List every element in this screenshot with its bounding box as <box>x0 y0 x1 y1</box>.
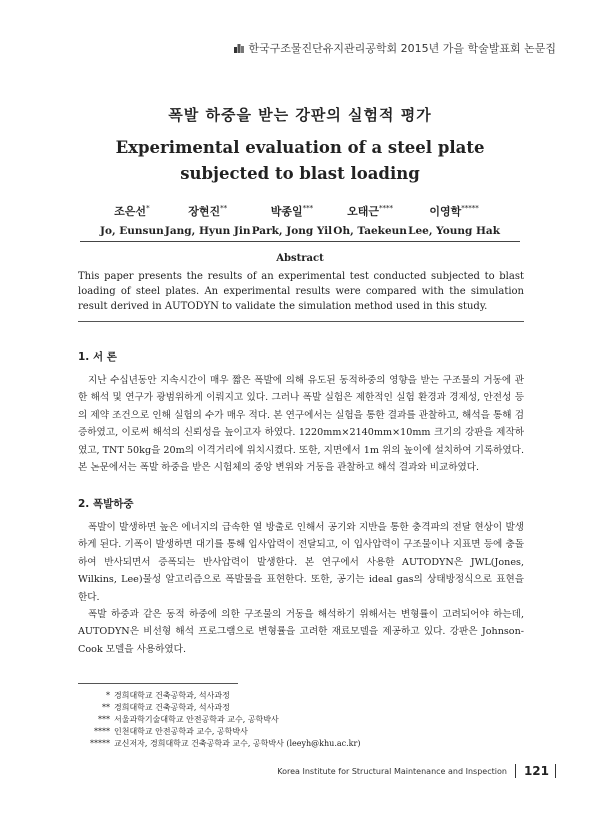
author-5 <box>408 203 500 237</box>
affiliation-mark: ** <box>220 204 228 213</box>
abstract-heading: Abstract <box>276 253 324 264</box>
affiliation-mark: ***** <box>461 204 479 213</box>
author-name-ko: 장현진 <box>188 205 221 218</box>
author-name-ko: 조은선 <box>114 205 147 218</box>
divider <box>80 241 520 242</box>
footer-organization: Korea Institute for Structural Maintenance and Inspection <box>277 766 507 776</box>
footnote-text: 교신저자, 경희대학교 건축공학과 교수, 공학박사 (leeyh@khu.ac.kr) <box>114 739 361 748</box>
section-heading: 1. 서 론 <box>78 351 117 363</box>
section-heading: 2. 폭발하중 <box>78 498 134 510</box>
running-header <box>234 40 556 56</box>
section-blast-load <box>78 496 524 658</box>
page-footer <box>277 764 556 778</box>
author-name-en: Oh, Taekeun <box>333 225 407 237</box>
author-3 <box>252 203 332 237</box>
page-number: 121 <box>515 764 556 778</box>
section-introduction <box>78 349 524 476</box>
author-2 <box>165 203 251 237</box>
footnote <box>78 714 524 726</box>
author-1 <box>100 203 164 237</box>
paragraph: 지난 수십년동안 지속시간이 매우 짧은 폭발에 의해 유도된 동적하중의 영향을 받는 구조물의 거동에 관한 해석 및 연구가 광범위하게 이뤄지고 있다. 그러나 폭발 실험은 제한적인 실험 환경과 경제성, 안전성 등의 제약 조건으로 인해 실험의 수가 매우 적다. 본 연구에서는 실험을 통한 결과를 관찰하고, 해석을 통해 검증하였고, 이로써 해석의 신뢰성을 높이고자 하였다. 1220mm×2140mm×10mm 크기의 강판을 제작하였고, TNT 50kg을 20m의 이격거리에 위치시켰다. 또한, 지면에서 1m 위의 높이에 설치하여 기록하였다. 본 논문에서는 폭발 하중을 받은 시험체의 중앙 변위와 거동을 관찰하고 해석 결과와 비교하였다. <box>78 375 525 474</box>
paragraph: 폭발 하중과 같은 동적 하중에 의한 구조물의 거동을 해석하기 위해서는 변형률이 고려되어야 하는데, AUTODYN은 비선형 해석 프로그램으로 변형률을 고려한 재료모델을 제공하고 있다. 강판은 Johnson-Cook 모델을 사용하였다. <box>78 609 524 655</box>
footnotes <box>78 690 524 750</box>
footnote-text: 경희대학교 건축공학과, 석사과정 <box>114 691 230 700</box>
title-korean: 폭발 하중을 받는 강판의 실험적 평가 <box>168 106 432 124</box>
footnote <box>78 738 524 750</box>
footnote-mark: ** <box>102 703 110 712</box>
footnote <box>78 702 524 714</box>
affiliation-mark: *** <box>302 204 314 213</box>
footnote-mark: **** <box>94 727 110 736</box>
author-name-ko: 이영학 <box>429 205 462 218</box>
author-name-en: Jo, Eunsun <box>100 225 164 237</box>
title-english: Experimental evaluation of a steel plate subjected to blast loading <box>115 138 485 183</box>
divider <box>78 321 524 322</box>
author-name-ko: 박종일 <box>270 205 303 218</box>
footnote-divider <box>78 683 238 684</box>
footnote-mark: *** <box>98 715 110 724</box>
abstract-body: This paper presents the results of an experimental test conducted subjected to blast loading of steel plates. An experimental results were compared with the simulation result derived in AUTODYN to validate the simulation method used in this study. <box>78 271 524 312</box>
footnote <box>78 726 524 738</box>
affiliation-mark: **** <box>379 204 394 213</box>
author-list <box>100 203 500 237</box>
footnote-text: 경희대학교 건축공학과, 석사과정 <box>114 703 230 712</box>
footnote-mark: ***** <box>90 739 110 748</box>
author-4 <box>333 203 407 237</box>
footnote-text: 인천대학교 안전공학과 교수, 공학박사 <box>114 727 248 736</box>
author-name-en: Lee, Young Hak <box>408 225 500 237</box>
author-name-en: Jang, Hyun Jin <box>164 225 251 237</box>
footnote <box>78 690 524 702</box>
paragraph: 폭발이 발생하면 높은 에너지의 급속한 열 방출로 인해서 공기와 지반을 통한 충격파의 전달 현상이 발생하게 된다. 기폭이 발생하면 대기를 통해 입사압력이 전달되고, 이 입사압력이 구조물이나 지표면 등에 충돌하여 반사되면서 증폭되는 반사압력이 발생한다. 본 연구에서 사용한 AUTODYN은 JWL(Jones, Wilkins, Lee)물성 알고리즘으로 폭발물을 표현한다. 또한, 공기는 ideal gas의 상태방정식으로 표현을 한다. <box>78 522 524 603</box>
journal-logo-icon <box>234 43 244 53</box>
footnote-text: 서울과학기술대학교 안전공학과 교수, 공학박사 <box>114 715 279 724</box>
header-text: 한국구조물진단유지관리공학회 2015년 가을 학술발표회 논문집 <box>248 42 556 55</box>
author-name-en: Park, Jong Yil <box>251 225 333 237</box>
author-name-ko: 오태근 <box>347 205 380 218</box>
footnote-mark: * <box>106 691 110 700</box>
affiliation-mark: * <box>146 204 150 213</box>
